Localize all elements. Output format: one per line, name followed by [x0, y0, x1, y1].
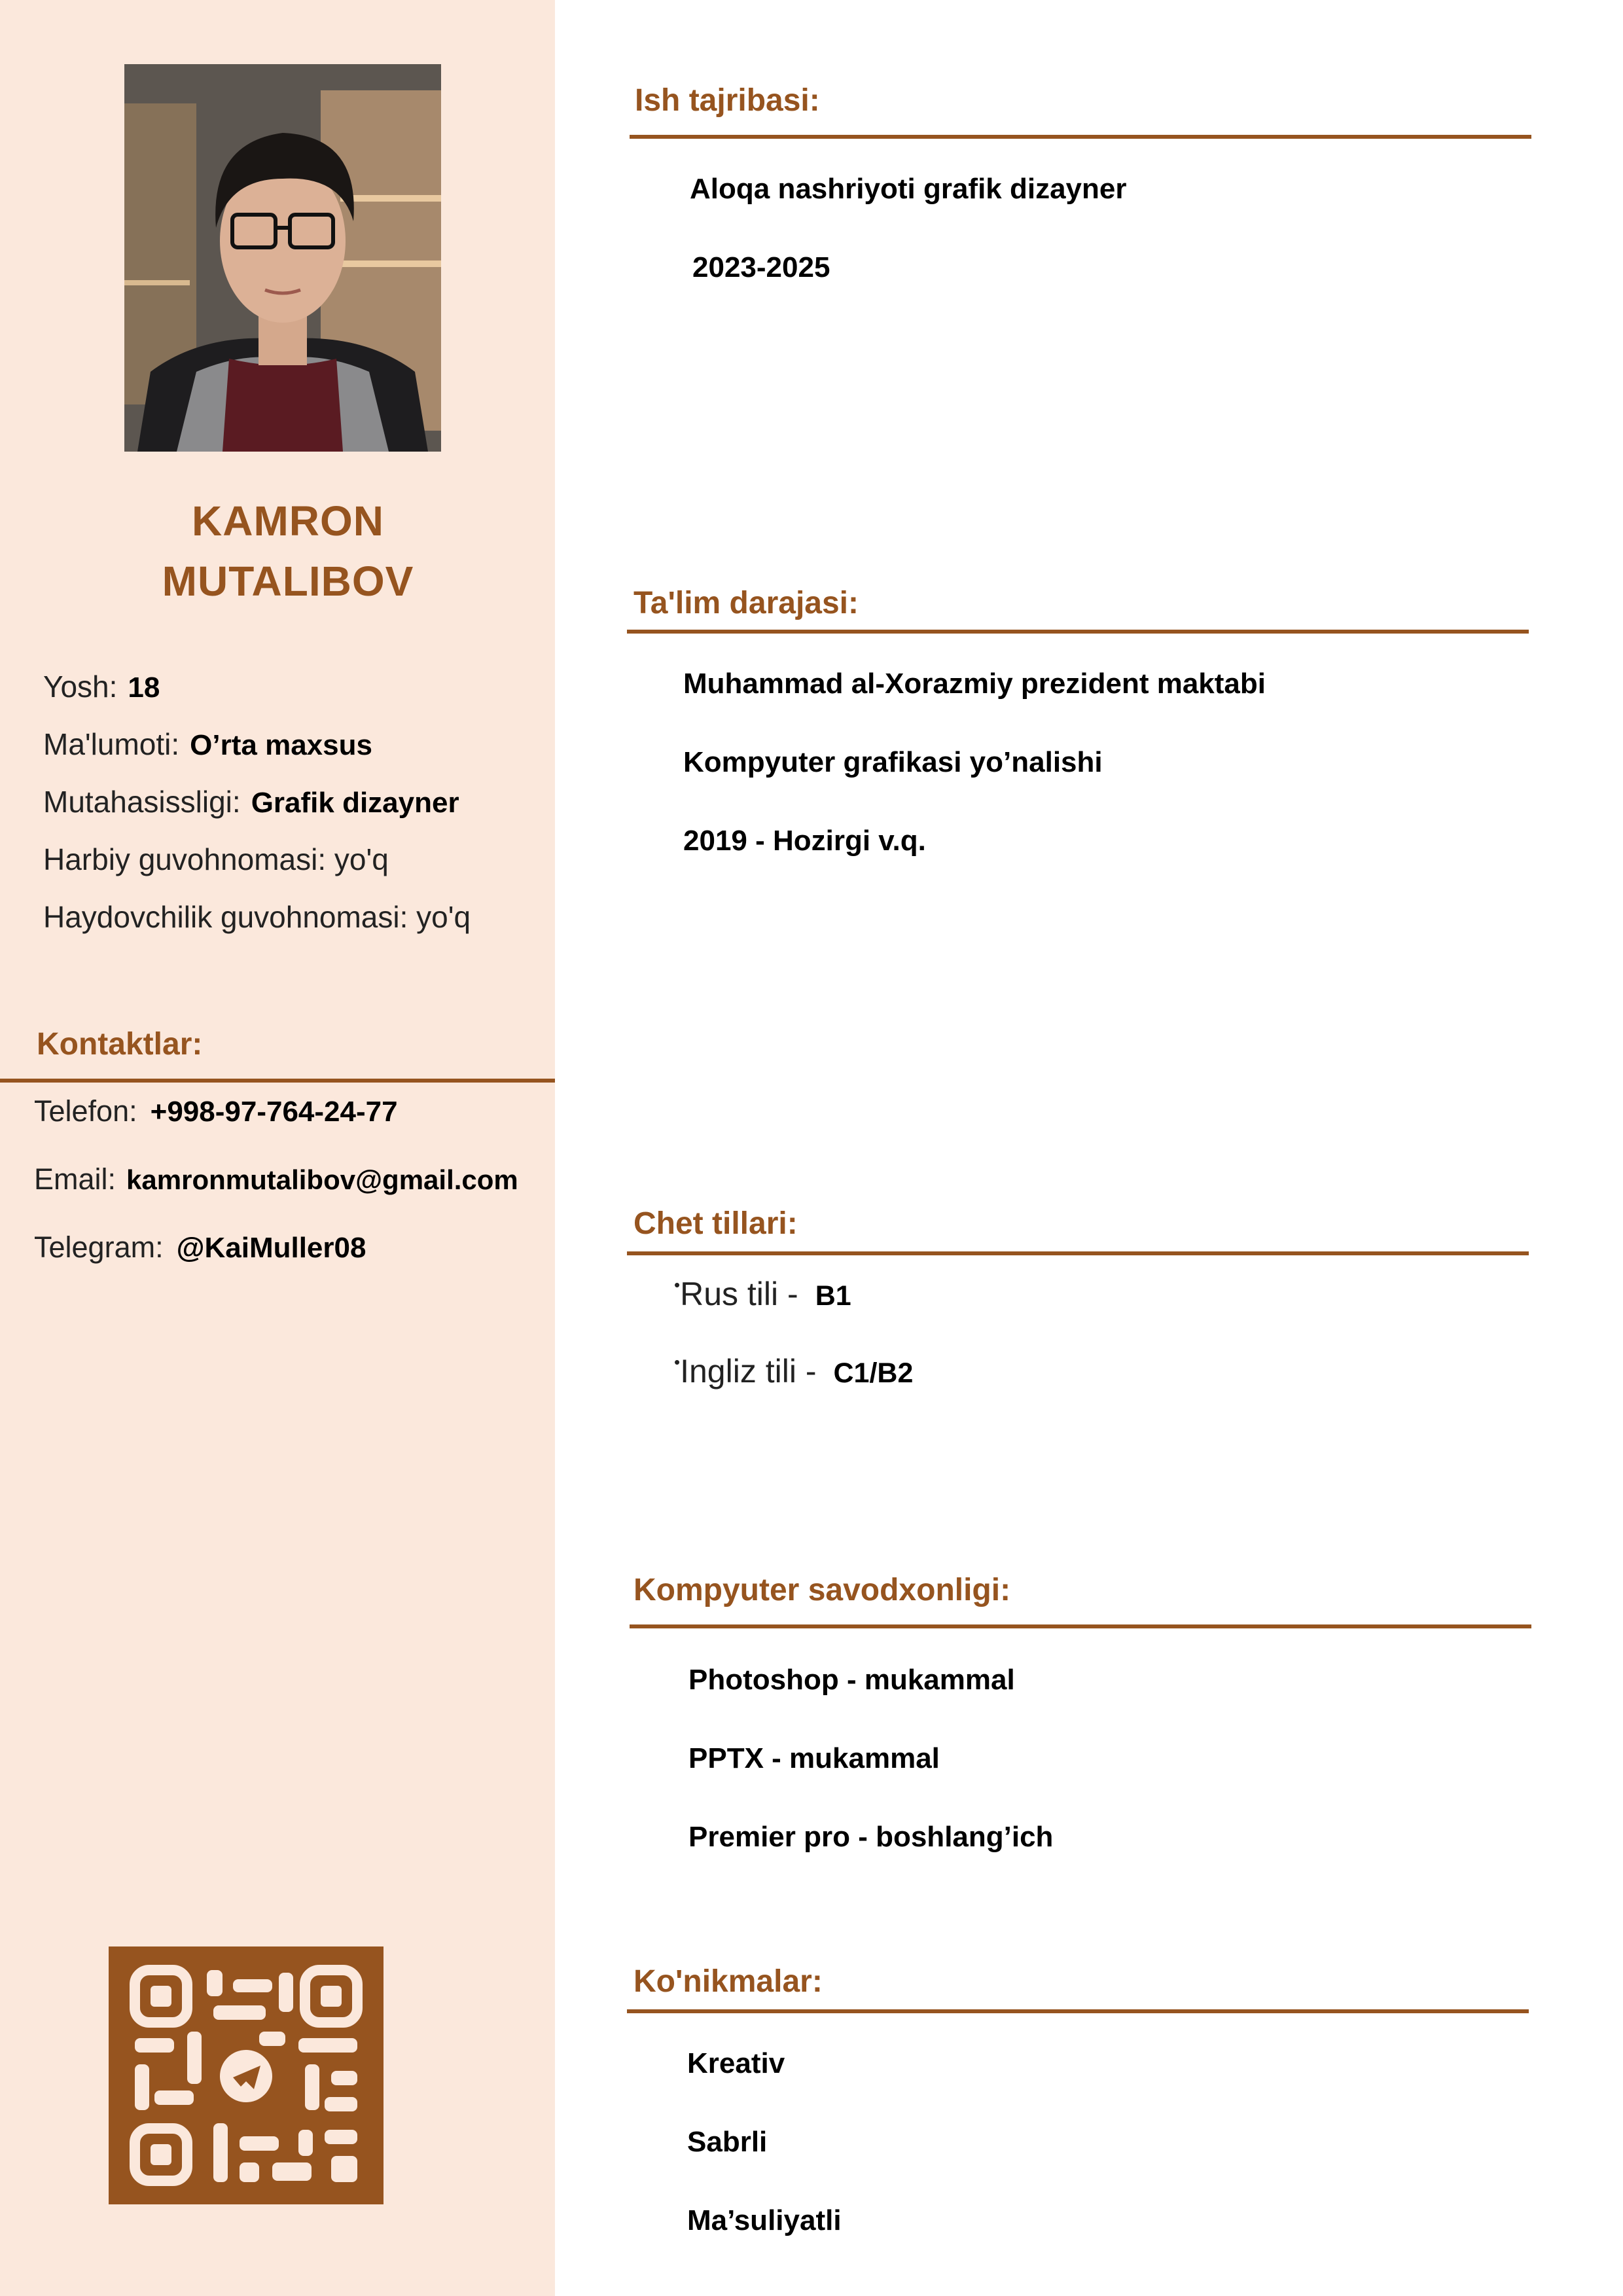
computer-divider	[630, 1624, 1531, 1628]
portrait-illustration	[124, 64, 441, 452]
detail-value: O’rta maxsus	[190, 729, 372, 761]
language-item	[674, 1352, 913, 1390]
profile-photo	[124, 64, 441, 452]
detail-label: Yosh:	[43, 670, 118, 704]
education-title: Ta'lim darajasi:	[633, 586, 859, 620]
contact-label: Telefon:	[34, 1094, 137, 1128]
detail-age	[43, 669, 160, 704]
language-level: C1/B2	[833, 1357, 914, 1389]
first-name: KAMRON	[192, 497, 384, 545]
language-level: B1	[815, 1280, 851, 1312]
experience-title: Ish tajribasi:	[635, 83, 820, 118]
telegram-qr-code[interactable]	[109, 1946, 383, 2204]
contact-phone	[34, 1094, 398, 1128]
computer-line: Photoshop - mukammal	[688, 1664, 1015, 1696]
computer-line: PPTX - mukammal	[688, 1742, 940, 1774]
experience-line: Aloqa nashriyoti grafik dizayner	[690, 173, 1127, 205]
detail-education	[43, 726, 372, 762]
detail-specialty	[43, 784, 459, 819]
skills-title: Ko'nikmalar:	[633, 1964, 823, 1999]
detail-label: Ma'lumoti:	[43, 727, 180, 761]
bullet-icon: •	[674, 1352, 681, 1372]
contact-telegram	[34, 1230, 366, 1265]
full-name	[0, 491, 576, 611]
detail-value: Grafik dizayner	[251, 787, 459, 819]
email-link[interactable]: kamronmutalibov@gmail.com	[126, 1164, 518, 1195]
detail-driving	[43, 899, 471, 935]
skill-item: Kreativ	[687, 2047, 785, 2079]
contacts-title: Kontaktlar:	[37, 1027, 203, 1062]
contact-label: Telegram:	[34, 1230, 164, 1264]
languages-divider	[627, 1251, 1529, 1255]
experience-line: 2023-2025	[692, 251, 830, 283]
skill-item: Ma’suliyatli	[687, 2204, 842, 2236]
telegram-link[interactable]: @KaiMuller08	[176, 1232, 366, 1264]
contacts-divider	[0, 1079, 555, 1083]
languages-title: Chet tillari:	[633, 1206, 798, 1241]
detail-military	[43, 842, 389, 877]
detail-value: 18	[128, 672, 160, 704]
skill-item: Sabrli	[687, 2126, 768, 2158]
qr-code-icon	[109, 1946, 383, 2204]
detail-label: Harbiy guvohnomasi: yo'q	[43, 842, 389, 876]
last-name: MUTALIBOV	[162, 558, 414, 605]
skills-divider	[627, 2009, 1529, 2013]
language-label: Rus tili -	[680, 1276, 798, 1312]
detail-label: Haydovchilik guvohnomasi: yo'q	[43, 900, 471, 934]
language-label: Ingliz tili -	[680, 1353, 817, 1390]
phone-link[interactable]: +998-97-764-24-77	[150, 1096, 398, 1128]
experience-divider	[630, 135, 1531, 139]
contact-email	[34, 1162, 518, 1196]
computer-line: Premier pro - boshlang’ich	[688, 1821, 1054, 1853]
education-line: 2019 - Hozirgi v.q.	[683, 825, 926, 857]
education-divider	[627, 630, 1529, 634]
sidebar	[0, 0, 555, 2296]
contact-label: Email:	[34, 1162, 116, 1196]
bullet-icon: •	[674, 1275, 681, 1295]
computer-title: Kompyuter savodxonligi:	[633, 1573, 1011, 1607]
education-line: Kompyuter grafikasi yo’nalishi	[683, 746, 1103, 778]
detail-label: Mutahasissligi:	[43, 785, 241, 819]
language-item	[674, 1275, 851, 1313]
education-line: Muhammad al-Xorazmiy prezident maktabi	[683, 668, 1266, 700]
